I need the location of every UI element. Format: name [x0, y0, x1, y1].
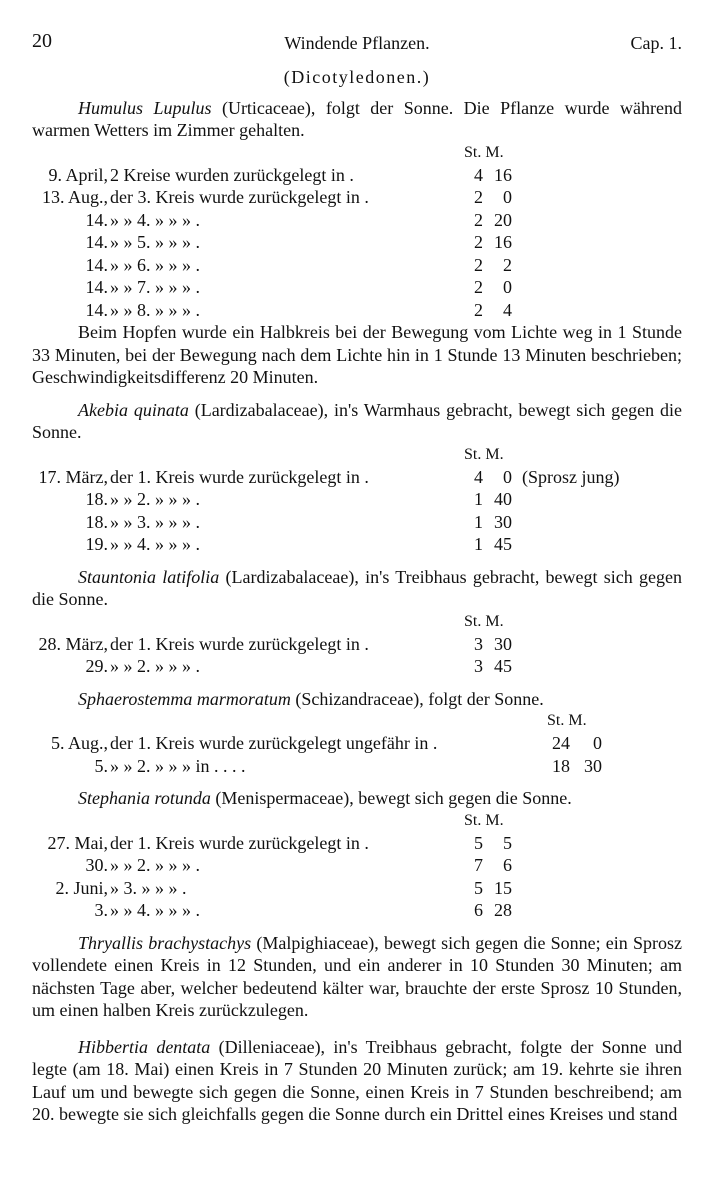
row-date: 18.: [85, 489, 108, 509]
row-description: » » 4. » » » .: [110, 534, 200, 554]
row-description: » » 4. » » » .: [110, 209, 200, 230]
table-header: St. M.: [464, 612, 504, 630]
table-row: [32, 299, 682, 322]
page-number: 20: [32, 30, 52, 52]
table-row: [32, 186, 682, 209]
row-hours: 18: [552, 755, 570, 776]
row-minutes: 45: [494, 534, 512, 554]
row-date: 19.: [85, 534, 108, 554]
table-row: [32, 877, 682, 900]
species-name: Akebia quinata: [78, 399, 189, 420]
table-row: [32, 466, 682, 489]
row-date: 14.: [85, 254, 108, 275]
row-description: » » 7. » » » .: [110, 277, 200, 297]
row-hours: 4: [474, 164, 483, 185]
section-title: (Dicotyledonen.): [283, 67, 431, 87]
row-date: 2. Juni,: [55, 877, 108, 898]
table-header: St. M.: [464, 143, 504, 161]
row-minutes: 15: [494, 877, 512, 898]
row-description: » » 2. » » » .: [110, 489, 200, 509]
row-minutes: 0: [503, 187, 512, 207]
humulus-paragraph: [32, 97, 682, 142]
row-description: der 1. Kreis wurde zurückgelegt in .: [110, 633, 369, 654]
row-minutes: 30: [494, 511, 512, 532]
paragraph-text: (Dilleniaceae), in's Treibhaus gebracht, folgte der Sonne und legte (am 18. Mai) einen Kreis in 7 Stunden 20 Minuten zurück; am 19. kehrte sie ihren Lauf um und bewegte sich gegen die Sonne, einen Kreis in 7 Stunden beschreibend; am 20. bewegte sie sich gleichfalls gegen die Sonne durch ein Drittel eines Kreises und stand: [32, 1036, 682, 1124]
row-description: » » 6. » » » .: [110, 254, 200, 275]
row-minutes: 45: [494, 656, 512, 676]
row-description: » » 2. » » » .: [110, 855, 200, 875]
table-row: [32, 276, 682, 299]
chapter-label: Cap. 1.: [630, 33, 682, 53]
table-row: [32, 533, 682, 556]
table-row: [32, 254, 682, 277]
species-name: Stauntonia latifolia: [78, 566, 220, 587]
row-description: » » 8. » » » .: [110, 299, 200, 320]
row-description: » » 3. » » » .: [110, 511, 200, 532]
row-date: 13. Aug.,: [41, 187, 108, 207]
row-hours: 3: [474, 633, 483, 654]
row-hours: 2: [474, 232, 483, 252]
species-name: Stephania rotunda: [78, 788, 211, 808]
row-date: 5.: [94, 755, 108, 776]
row-hours: 7: [474, 855, 483, 875]
species-name: Humulus Lupulus: [78, 97, 212, 118]
stauntonia-table: [32, 633, 682, 678]
row-date: 29.: [85, 656, 108, 676]
table-row: [32, 899, 682, 922]
row-hours: 5: [474, 832, 483, 853]
row-description: der 1. Kreis wurde zurückgelegt ungefähr in .: [110, 733, 438, 753]
table-row: [32, 164, 682, 187]
row-date: 14.: [85, 209, 108, 230]
row-hours: 5: [474, 877, 483, 898]
row-description: » » 2. » » » in . . . .: [110, 755, 246, 776]
row-hours: 1: [474, 489, 483, 509]
row-hours: 2: [474, 209, 483, 230]
akebia-paragraph: [32, 399, 682, 444]
row-hours: 2: [474, 277, 483, 297]
table-row: [32, 655, 682, 678]
row-date: 14.: [85, 232, 108, 252]
row-description: der 1. Kreis wurde zurückgelegt in .: [110, 466, 369, 487]
row-minutes: 5: [503, 832, 512, 853]
row-hours: 2: [474, 254, 483, 275]
species-name: Sphaerostemma marmoratum: [78, 688, 291, 709]
stephania-paragraph: [32, 787, 682, 810]
row-date: 30.: [85, 855, 108, 875]
row-date: 14.: [85, 299, 108, 320]
row-description: » 3. » » » .: [110, 877, 187, 898]
sphaerostemma-table: [32, 732, 682, 777]
row-hours: 6: [474, 900, 483, 920]
table-row: [32, 209, 682, 232]
species-name: Hibbertia dentata: [78, 1036, 211, 1057]
table-row: [32, 511, 682, 534]
row-description: » » 2. » » » .: [110, 656, 200, 676]
sphaerostemma-paragraph: [32, 688, 682, 711]
row-hours: 3: [474, 656, 483, 676]
row-minutes: 28: [494, 900, 512, 920]
row-description: der 3. Kreis wurde zurückgelegt in .: [110, 187, 369, 207]
row-description: » » 4. » » » .: [110, 900, 200, 920]
table-row: [32, 854, 682, 877]
row-minutes: 0: [503, 277, 512, 297]
row-date: 27. Mai,: [47, 832, 108, 853]
row-hours: 4: [474, 466, 483, 487]
row-description: » » 5. » » » .: [110, 232, 200, 252]
running-title: Windende Pflanzen.: [284, 33, 430, 53]
row-date: 5. Aug.,: [50, 733, 108, 753]
row-date: 14.: [85, 277, 108, 297]
paragraph-text: (Urticaceae), folgt der Sonne. Die Pflanze wurde während warmen Wetters im Zimmer gehalten.: [32, 97, 682, 140]
species-name: Thryallis brachystachys: [78, 932, 252, 953]
row-minutes: 6: [503, 855, 512, 875]
row-hours: 1: [474, 534, 483, 554]
humulus-after-paragraph: Beim Hopfen wurde ein Halbkreis bei der Bewegung vom Lichte weg in 1 Stunde 33 Minuten, bei der Bewegung nach dem Lichte hin in 1 Stunde 13 Minuten beschrieben; Geschwindigkeitsdifferenz 20 Minuten.: [32, 322, 682, 387]
table-row: [32, 732, 682, 755]
paragraph-text: (Menispermaceae), bewegt sich gegen die Sonne.: [210, 788, 572, 808]
table-header: St. M.: [464, 445, 504, 463]
table-header: St. M.: [464, 811, 504, 829]
row-date: 18.: [85, 511, 108, 532]
row-date: 28. März,: [38, 633, 108, 654]
stauntonia-paragraph: [32, 566, 682, 611]
table-row: [32, 231, 682, 254]
row-note: (Sprosz jung): [522, 466, 620, 487]
table-row: [32, 488, 682, 511]
row-description: 2 Kreise wurden zurückgelegt in .: [110, 164, 354, 185]
row-minutes: 0: [503, 466, 512, 487]
row-minutes: 30: [584, 755, 602, 776]
akebia-table: [32, 466, 682, 556]
stephania-table: [32, 832, 682, 922]
row-minutes: 16: [494, 232, 512, 252]
thryallis-paragraph: [32, 932, 682, 1022]
table-row: [32, 755, 682, 778]
humulus-table: [32, 164, 682, 322]
row-hours: 2: [474, 187, 483, 207]
row-description: der 1. Kreis wurde zurückgelegt in .: [110, 832, 369, 853]
paragraph-text: (Schizandraceae), folgt der Sonne.: [290, 688, 544, 709]
table-row: [32, 832, 682, 855]
paragraph-text: (Lardizabalaceae), in's Warmhaus gebracht, bewegt sich gegen die Sonne.: [32, 399, 682, 442]
page: [32, 30, 682, 1126]
row-hours: 1: [474, 511, 483, 532]
row-minutes: 20: [494, 209, 512, 230]
row-date: 3.: [94, 900, 108, 920]
row-hours: 2: [474, 299, 483, 320]
table-row: [32, 633, 682, 656]
hibbertia-paragraph: [32, 1036, 682, 1126]
row-hours: 24: [552, 733, 570, 753]
page-header: [32, 30, 682, 60]
row-minutes: 0: [593, 733, 602, 753]
row-minutes: 30: [494, 633, 512, 654]
paragraph-text: (Lardizabalaceae), in's Treibhaus gebracht, bewegt sich gegen die Sonne.: [32, 566, 682, 609]
paragraph-text: (Malpighiaceae), bewegt sich gegen die Sonne; ein Sprosz vollendete einen Kreis in 12 Stunden, und ein anderer in 10 Stunden 30 Minuten; am nächsten Tage aber, welcher bedeutend kälter war, brauchte der erste Sprosz 10 Stunden, um einen halben Kreis zurückzulegen.: [32, 932, 682, 1020]
row-minutes: 2: [503, 254, 512, 275]
row-minutes: 16: [494, 164, 512, 185]
row-minutes: 40: [494, 489, 512, 509]
table-header: St. M.: [547, 712, 587, 729]
row-date: 17. März,: [38, 466, 108, 487]
row-date: 9. April,: [48, 164, 108, 185]
row-minutes: 4: [503, 299, 512, 320]
